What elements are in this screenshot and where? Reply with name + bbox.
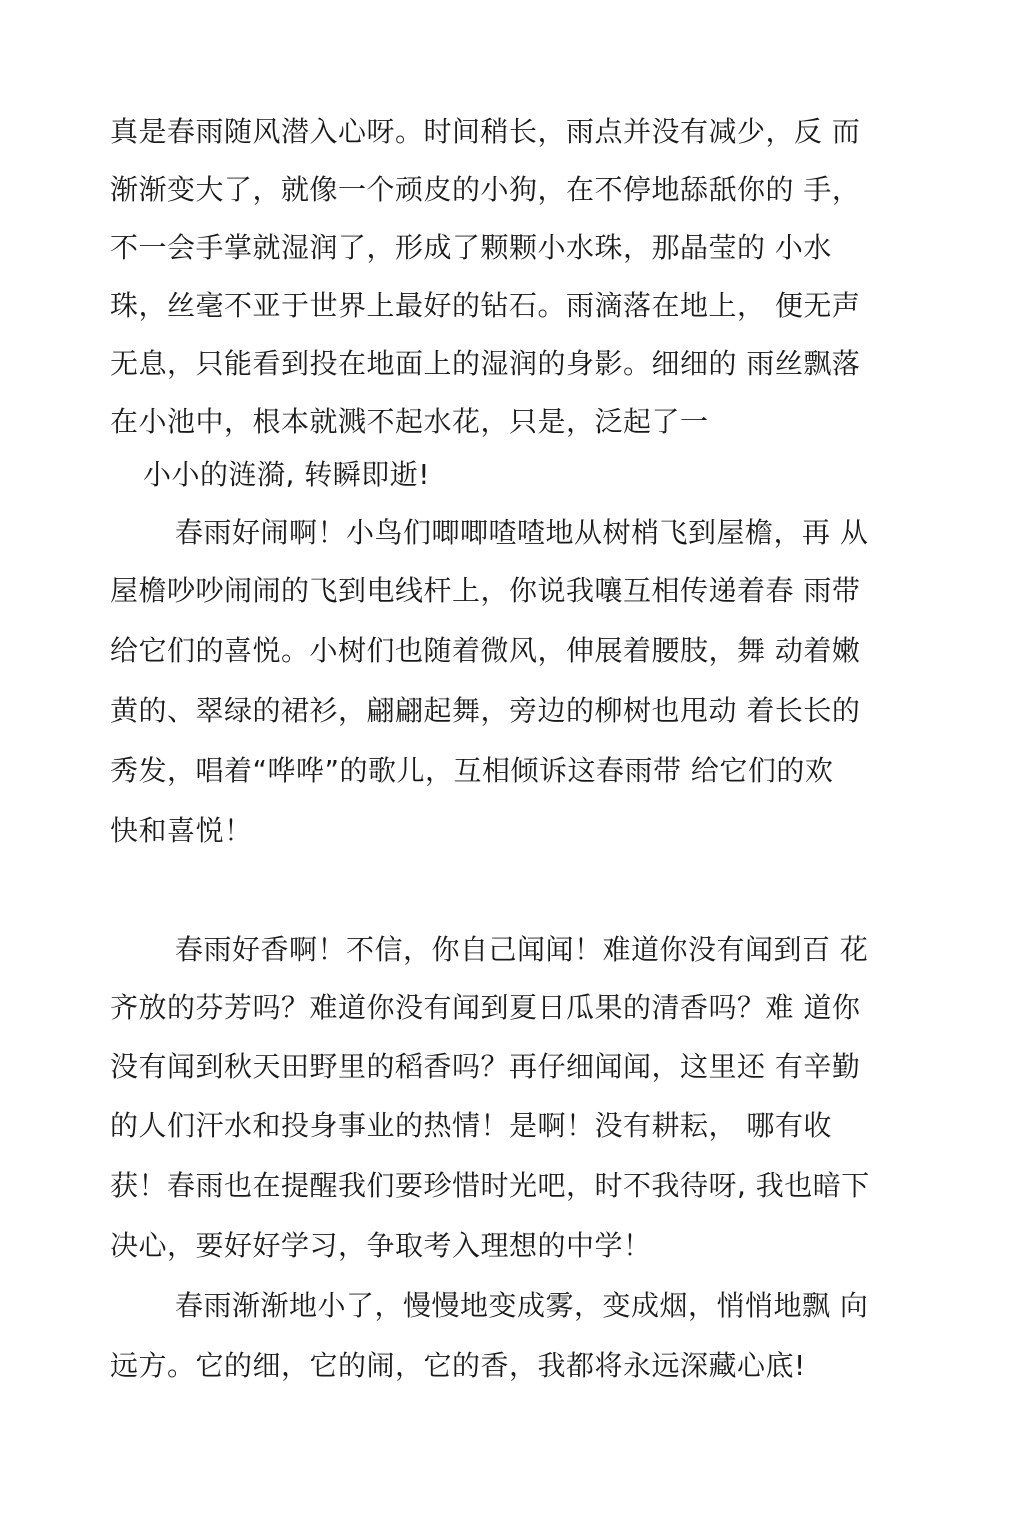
paragraph-3-line-5: 获！春雨也在提醒我们要珍惜时光吧，时不我待呀, 我也暗下 <box>110 1169 870 1202</box>
paragraph-1-line-3: 不一会手掌就湿润了，形成了颗颗小水珠，那晶莹的 小水 <box>110 231 832 264</box>
paragraph-1-line-1: 真是春雨随风潜入心呀。时间稍长，雨点并没有减少，反 而 <box>110 115 861 148</box>
paragraph-3-line-4: 的人们汗水和投身事业的热情！是啊！没有耕耘， 哪有收 <box>110 1109 832 1142</box>
paragraph-3-line-6: 决心，要好好学习，争取考入理想的中学！ <box>110 1229 652 1262</box>
paragraph-2-line-5: 秀发，唱着“哗哗”的歌儿，互相倾诉这春雨带 给它们的欢 <box>110 754 834 787</box>
paragraph-2-line-6: 快和喜悦！ <box>110 814 253 847</box>
paragraph-2-line-2: 屋檐吵吵闹闹的飞到电线杆上，你说我嚷互相传递着春 雨带 <box>110 574 861 607</box>
paragraph-2-line-4: 黄的、翠绿的裙衫，翩翩起舞，旁边的柳树也甩动 着长长的 <box>110 694 861 727</box>
paragraph-4-line-2: 远方。它的细，它的闹，它的香，我都将永远深藏心底! <box>110 1349 806 1382</box>
paragraph-1-line-5: 无息，只能看到投在地面上的湿润的身影。细细的 雨丝飘落 <box>110 347 861 380</box>
paragraph-3-line-1: 春雨好香啊！不信，你自己闻闻！难道你没有闻到百 花 <box>175 933 869 966</box>
paragraph-1-line-2: 渐渐变大了，就像一个顽皮的小狗，在不停地舔舐你的 手， <box>110 173 861 206</box>
paragraph-1-line-7: 小小的涟漪, 转瞬即逝! <box>143 458 431 491</box>
paragraph-3-line-3: 没有闻到秋天田野里的稻香吗？再仔细闻闻，这里还 有辛勤 <box>110 1050 861 1083</box>
paragraph-2-line-3: 给它们的喜悦。小树们也随着微风，伸展着腰肢，舞 动着嫩 <box>110 634 861 667</box>
paragraph-1-line-4: 珠，丝毫不亚于世界上最好的钻石。雨滴落在地上， 便无声 <box>110 289 861 322</box>
paragraph-4-line-1: 春雨渐渐地小了，慢慢地变成雾，变成烟，悄悄地飘 向 <box>175 1289 869 1322</box>
paragraph-3-line-2: 齐放的芬芳吗？难道你没有闻到夏日瓜果的清香吗？难 道你 <box>110 991 861 1024</box>
paragraph-1-line-6: 在小池中，根本就溅不起水花，只是，泛起了一 <box>110 405 709 438</box>
paragraph-2-line-1: 春雨好闹啊！小鸟们唧唧喳喳地从树梢飞到屋檐，再 从 <box>175 516 869 549</box>
